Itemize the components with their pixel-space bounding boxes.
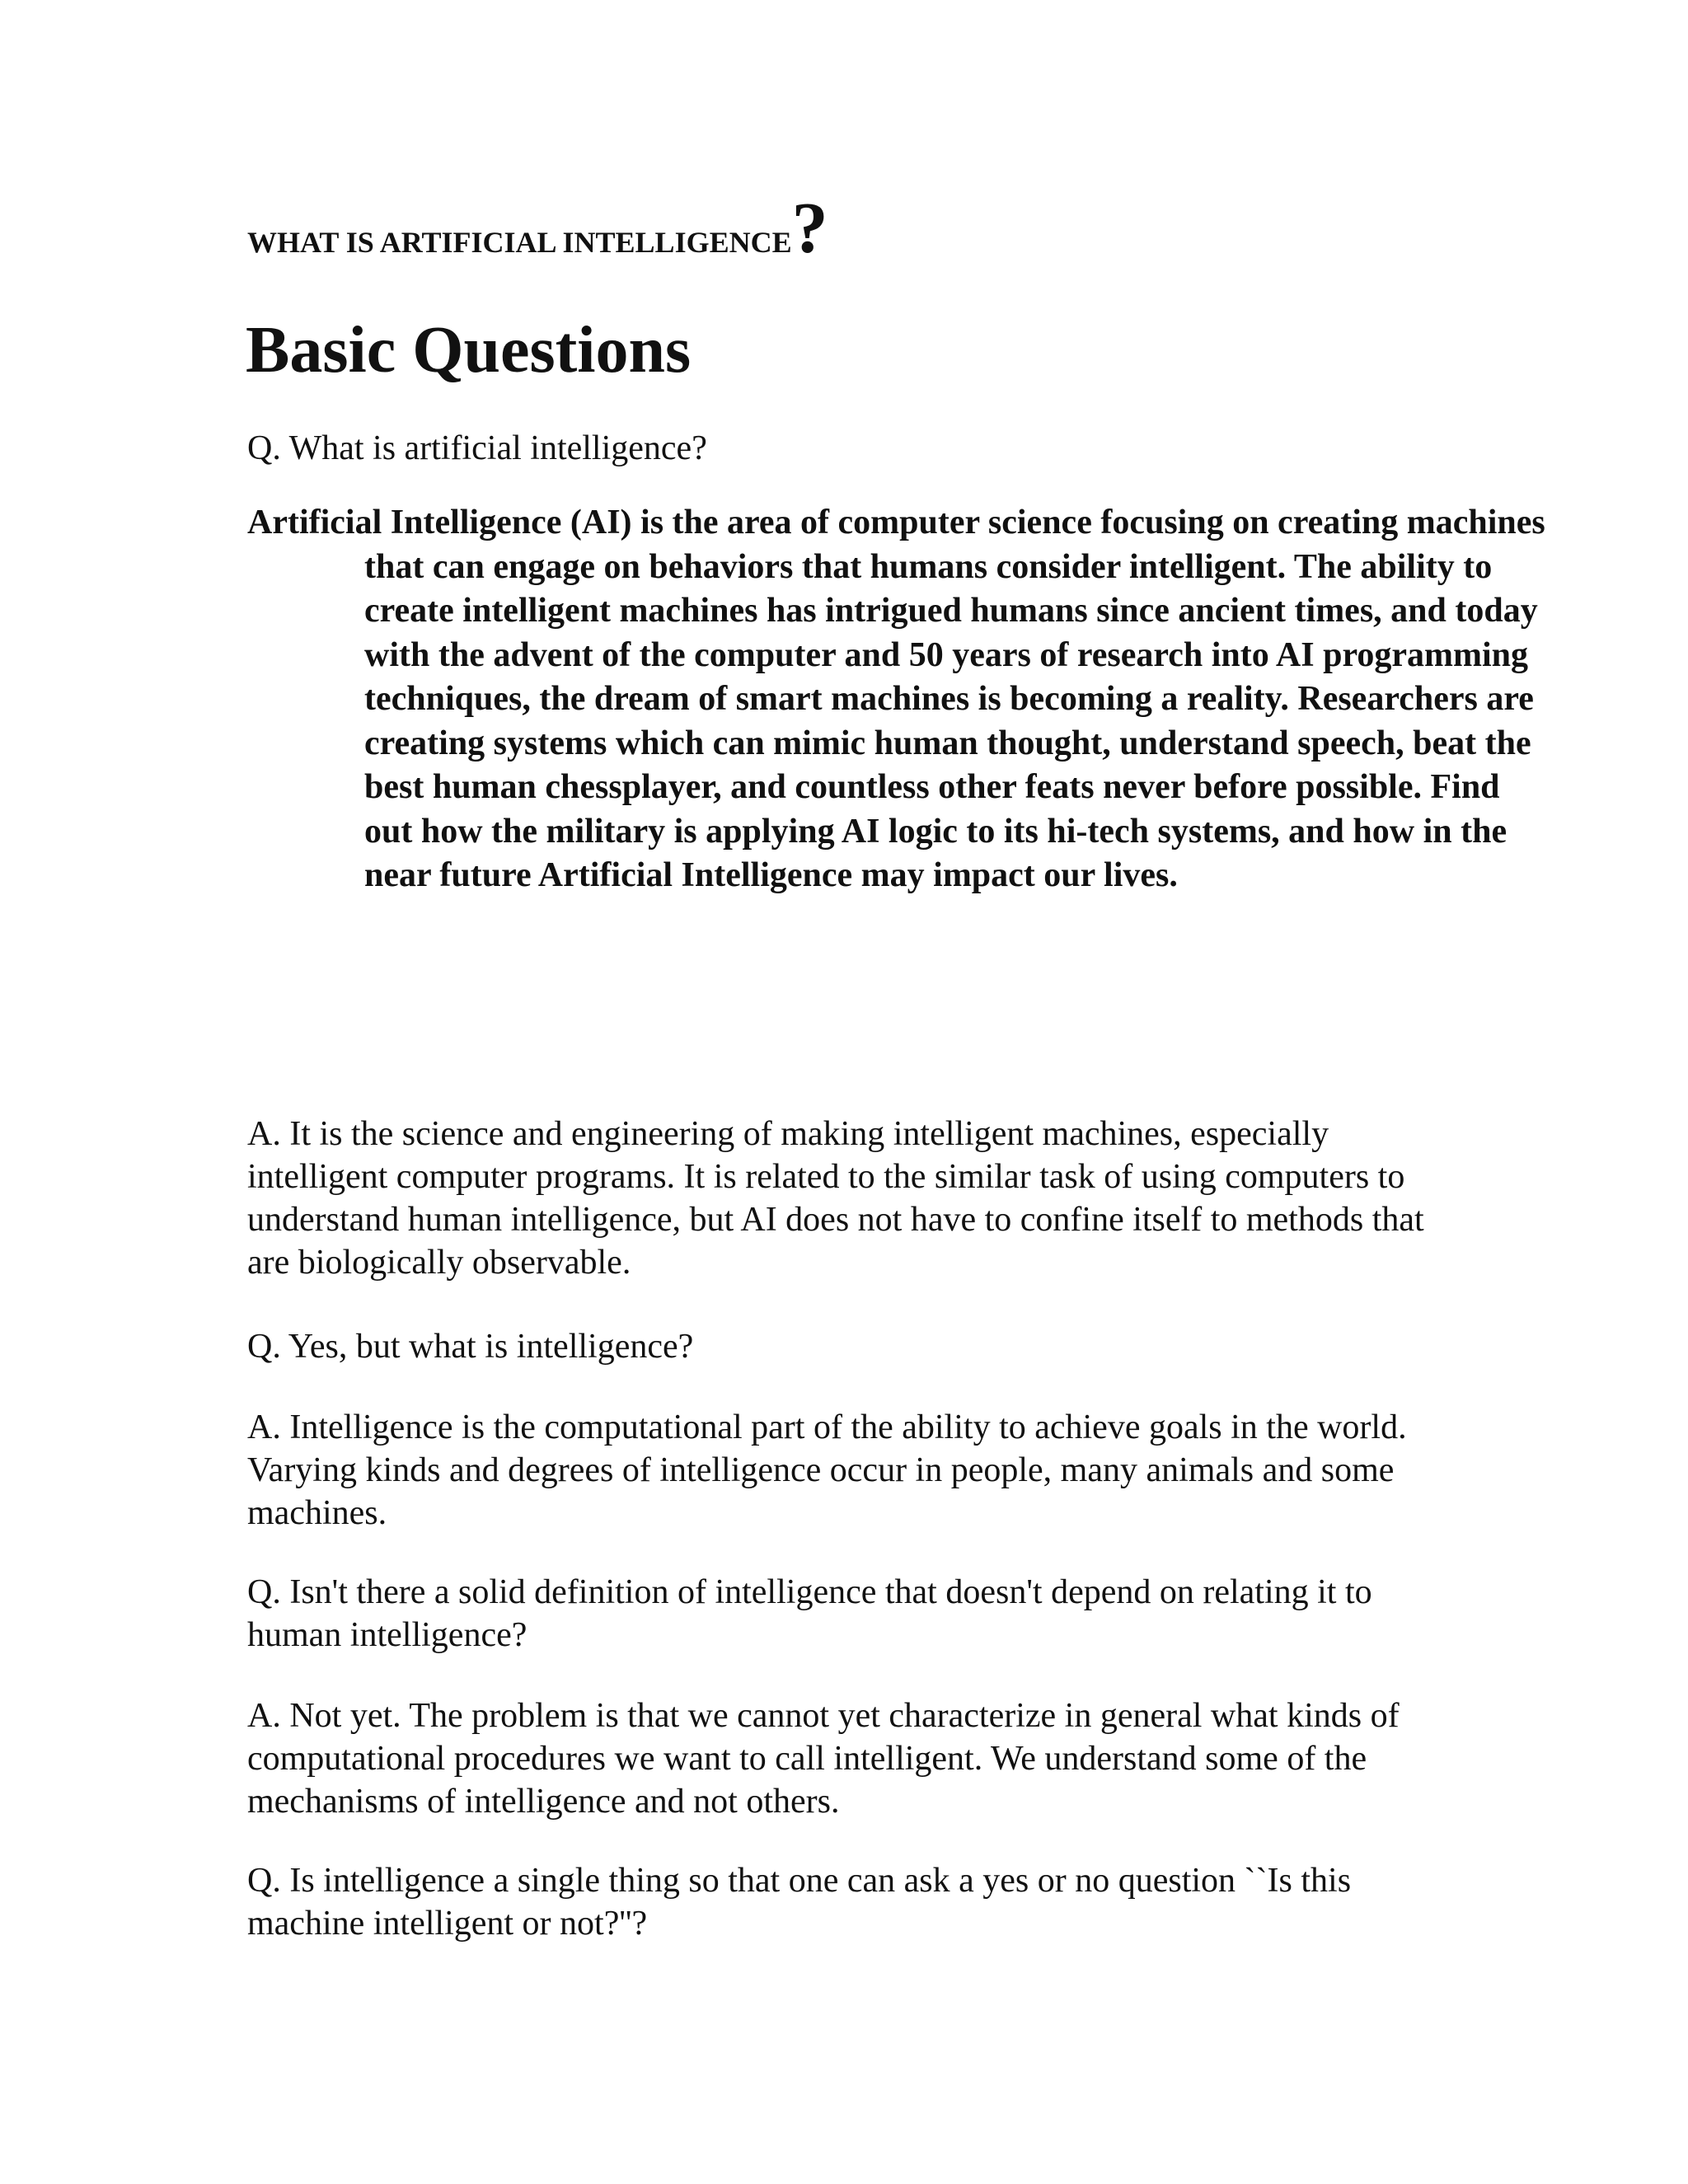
question-paragraph: Q. Yes, but what is intelligence? — [247, 1328, 694, 1366]
document-heading-text: WHAT IS ARTIFICIAL INTELLIGENCE — [247, 226, 792, 259]
question-paragraph: Q. What is artificial intelligence? — [247, 429, 707, 467]
section-title: Basic Questions — [246, 314, 692, 387]
document-heading-question-mark: ? — [791, 189, 828, 269]
document-heading — [247, 188, 828, 284]
answer-paragraph: A. It is the science and engineering of making intelligent machines, especially intelligent computer programs. It is related to the similar task of using computers to understand human intelligence, but AI does not have to confine itself to methods that are biologically observable. — [247, 1115, 1424, 1282]
question-paragraph: Q. Isn't there a solid definition of intelligence that doesn't depend on relating it to human intelligence? — [247, 1573, 1372, 1654]
answer-paragraph: A. Intelligence is the computational part of the ability to achieve goals in the world. Varying kinds and degrees of intelligence occur in people, many animals and some machines. — [247, 1408, 1407, 1532]
answer-paragraph: A. Not yet. The problem is that we cannot yet characterize in general what kinds of computational procedures we want to call intelligent. We understand some of the mechanisms of intelligence and not others. — [247, 1697, 1400, 1821]
intro-paragraph: Artificial Intelligence (AI) is the area of computer science focusing on creating machines that can engage on behaviors that humans consider intelligent. The ability to create intelligent machines has intrigued humans since ancient times, and today with the advent of the computer and 50 years of research into AI programming techniques, the dream of smart machines is becoming a reality. Researchers are creating systems which can mimic human thought, understand speech, beat the best human chessplayer, and countless other feats never before possible. Find out how the military is applying AI logic to its hi-tech systems, and how in the near future Artificial Intelligence may impact our lives. — [247, 504, 1545, 894]
question-paragraph: Q. Is intelligence a single thing so that one can ask a yes or no question ``Is this machine intelligent or not?''? — [247, 1862, 1352, 1943]
